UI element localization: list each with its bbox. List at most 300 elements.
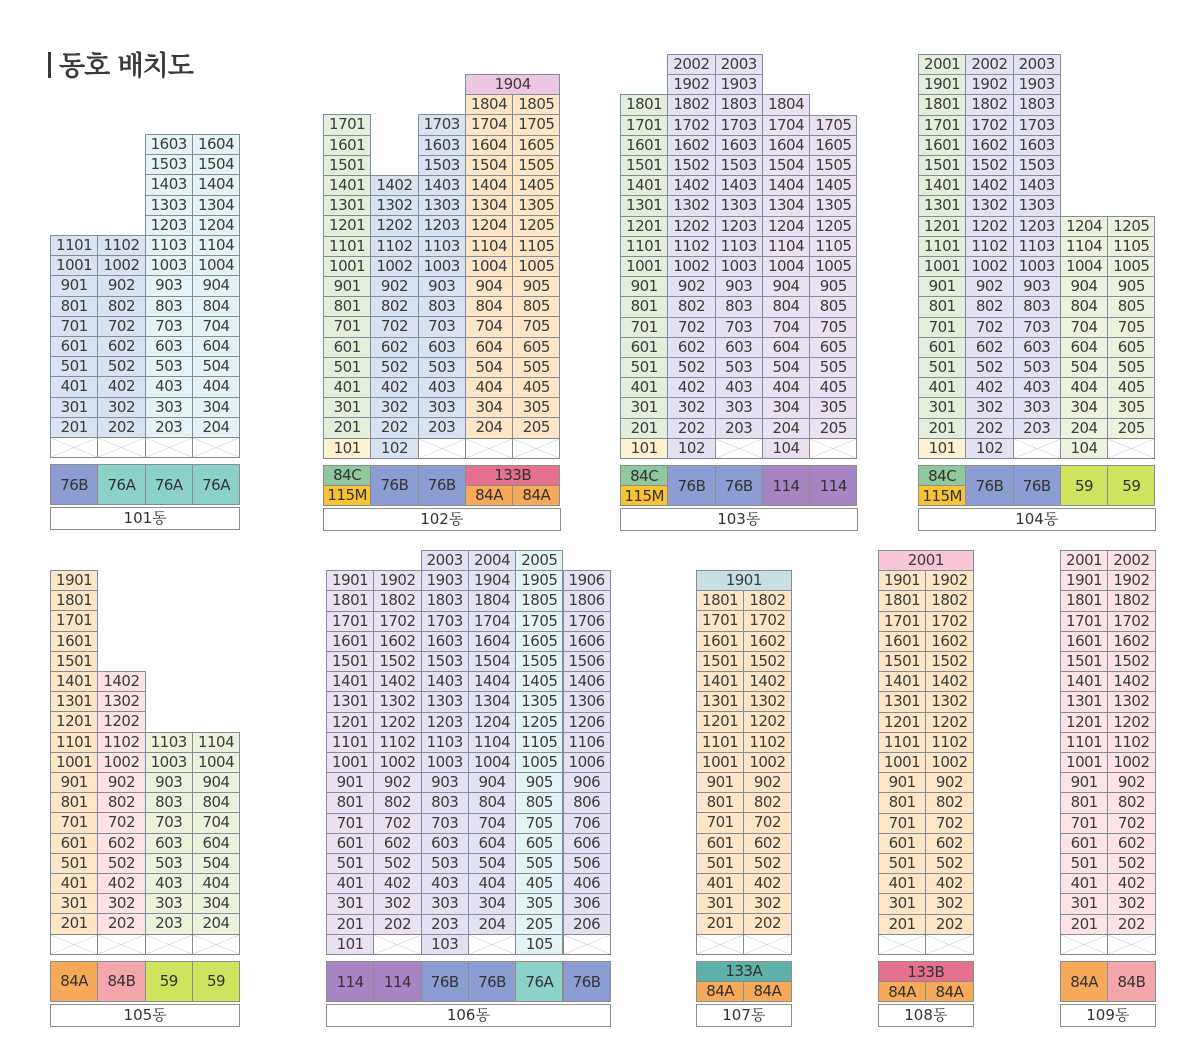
unit-cell: 1604	[465, 135, 513, 156]
unit-cell: 702	[925, 813, 973, 834]
unit-cell: 901	[878, 772, 926, 793]
unit-type-box: 114	[762, 465, 810, 506]
unit-type-box: 84A	[465, 485, 513, 506]
unit-cell: 204	[192, 417, 240, 438]
unit-cell: 1002	[743, 752, 791, 773]
unit-cell: 1406	[563, 671, 611, 692]
title-bar	[48, 52, 51, 78]
unit-cell: 1602	[925, 631, 973, 652]
unit-cell: 1504	[192, 154, 240, 175]
unit-cell: 2002	[965, 54, 1013, 75]
unit-cell: 1502	[743, 651, 791, 672]
unit-cell: 1806	[563, 590, 611, 611]
unit-cell: 601	[1060, 833, 1108, 854]
unit-cell: 505	[1107, 357, 1155, 378]
unit-cell: 1304	[465, 195, 513, 216]
unit-cell: 501	[1060, 853, 1108, 874]
unit-cell: 1304	[468, 691, 516, 712]
unit-cell: 101	[326, 934, 374, 955]
unit-cell: 802	[370, 296, 418, 317]
unit-cell: 1604	[468, 631, 516, 652]
unit-cell: 1306	[563, 691, 611, 712]
unit-type-box: 76A	[515, 961, 563, 1002]
unit-cell: 303	[1013, 397, 1061, 418]
unit-cell: 705	[809, 317, 857, 338]
unit-cell: 1401	[326, 671, 374, 692]
unit-cell: 1202	[667, 216, 715, 237]
unit-cell: 902	[97, 772, 145, 793]
unit-cell: 601	[323, 337, 371, 358]
unit-cell: 1903	[421, 570, 469, 591]
unit-type-box: 115M	[323, 485, 371, 506]
unit-cell: 801	[323, 296, 371, 317]
unit-cell: 1101	[878, 732, 926, 753]
unit-cell: 904	[1060, 276, 1108, 297]
unit-cell: 1904	[465, 74, 561, 95]
unit-cell: 1802	[925, 590, 973, 611]
unit-cell: 1206	[563, 712, 611, 733]
unit-cell: 1601	[620, 135, 668, 156]
unit-cell: 902	[370, 276, 418, 297]
unit-type-box: 76B	[1013, 465, 1061, 506]
unit-cell: 1902	[965, 74, 1013, 95]
unit-cell: 1404	[465, 175, 513, 196]
unit-cell: 903	[1013, 276, 1061, 297]
unit-cell: 2004	[468, 550, 516, 571]
unit-cell: 1102	[97, 732, 145, 753]
unit-type-box: 114	[326, 961, 374, 1002]
unit-cell: 1103	[421, 732, 469, 753]
unit-type-box: 76A	[192, 464, 240, 505]
unit-cell: 703	[145, 812, 193, 833]
unit-type-box: 133B	[878, 961, 974, 982]
unit-cell: 304	[1060, 397, 1108, 418]
unit-cell: 2001	[918, 54, 966, 75]
unit-cell: 1502	[667, 155, 715, 176]
unit-cell: 1402	[743, 671, 791, 692]
unit-cell: 202	[743, 913, 791, 934]
unit-cell: 1003	[145, 752, 193, 773]
unit-cell: 303	[145, 893, 193, 914]
unit-cell: 203	[421, 914, 469, 935]
unit-cell: 605	[512, 337, 560, 358]
unit-cell: 1102	[373, 732, 421, 753]
unit-cell: 1305	[809, 195, 857, 216]
unit-cell: 304	[192, 397, 240, 418]
unit-cell: 501	[878, 853, 926, 874]
unit-cell: 1102	[925, 732, 973, 753]
unit-cell: 403	[421, 873, 469, 894]
unit-cell: 901	[1060, 772, 1108, 793]
unit-cell: 1204	[465, 215, 513, 236]
unit-cell: 301	[1060, 893, 1108, 914]
unit-cell: 702	[667, 317, 715, 338]
unit-cell: 702	[97, 812, 145, 833]
empty-unit-cell	[1060, 934, 1108, 955]
unit-cell: 1103	[418, 236, 466, 257]
unit-cell: 401	[326, 873, 374, 894]
unit-cell: 1903	[715, 74, 763, 95]
unit-cell: 1004	[762, 256, 810, 277]
unit-cell: 905	[512, 276, 560, 297]
unit-cell: 301	[323, 397, 371, 418]
unit-cell: 702	[97, 316, 145, 337]
unit-cell: 1401	[50, 671, 98, 692]
unit-cell: 503	[715, 357, 763, 378]
unit-cell: 303	[418, 397, 466, 418]
unit-cell: 901	[918, 276, 966, 297]
unit-cell: 403	[145, 376, 193, 397]
unit-cell: 1801	[326, 590, 374, 611]
unit-cell: 1702	[743, 610, 791, 631]
unit-cell: 605	[1107, 337, 1155, 358]
building-name-label: 109동	[1060, 1004, 1156, 1027]
unit-cell: 603	[418, 337, 466, 358]
unit-cell: 704	[1060, 317, 1108, 338]
unit-cell: 602	[1107, 833, 1155, 854]
unit-cell: 1201	[918, 216, 966, 237]
unit-cell: 1002	[965, 256, 1013, 277]
unit-cell: 201	[918, 418, 966, 439]
unit-cell: 1204	[468, 712, 516, 733]
unit-cell: 801	[50, 792, 98, 813]
unit-cell: 801	[1060, 792, 1108, 813]
unit-cell: 302	[965, 397, 1013, 418]
unit-cell: 1101	[1060, 732, 1108, 753]
page-title	[48, 44, 193, 83]
unit-cell: 704	[192, 316, 240, 337]
unit-cell: 1405	[512, 175, 560, 196]
unit-cell: 1802	[965, 94, 1013, 115]
unit-cell: 805	[515, 792, 563, 813]
unit-cell: 1403	[715, 175, 763, 196]
unit-cell: 1601	[878, 631, 926, 652]
empty-unit-cell	[743, 934, 791, 955]
building-name-label: 106동	[326, 1004, 611, 1027]
unit-cell: 2002	[667, 54, 715, 75]
unit-cell: 302	[373, 893, 421, 914]
unit-cell: 1403	[418, 175, 466, 196]
unit-cell: 804	[1060, 296, 1108, 317]
unit-cell: 405	[809, 377, 857, 398]
unit-type-box: 76B	[667, 465, 715, 506]
unit-cell: 1503	[1013, 155, 1061, 176]
empty-unit-cell	[563, 934, 611, 955]
unit-cell: 303	[145, 397, 193, 418]
unit-cell: 201	[1060, 914, 1108, 935]
unit-type-box: 59	[145, 961, 193, 1002]
unit-cell: 302	[667, 397, 715, 418]
unit-cell: 1205	[515, 712, 563, 733]
unit-cell: 1501	[50, 651, 98, 672]
unit-cell: 1805	[515, 590, 563, 611]
unit-cell: 502	[925, 853, 973, 874]
unit-cell: 1202	[97, 711, 145, 732]
unit-cell: 502	[97, 356, 145, 377]
unit-cell: 902	[965, 276, 1013, 297]
unit-cell: 402	[97, 376, 145, 397]
unit-cell: 902	[667, 276, 715, 297]
unit-cell: 1201	[696, 711, 744, 732]
unit-cell: 203	[1013, 418, 1061, 439]
unit-cell: 102	[965, 438, 1013, 459]
unit-cell: 1004	[192, 752, 240, 773]
unit-cell: 805	[512, 296, 560, 317]
unit-cell: 1602	[667, 135, 715, 156]
unit-cell: 405	[515, 873, 563, 894]
unit-cell: 1003	[715, 256, 763, 277]
unit-cell: 1004	[468, 752, 516, 773]
unit-cell: 1301	[50, 691, 98, 712]
unit-cell: 502	[373, 853, 421, 874]
unit-cell: 404	[192, 376, 240, 397]
unit-cell: 304	[468, 893, 516, 914]
unit-cell: 305	[515, 893, 563, 914]
unit-cell: 1703	[418, 114, 466, 135]
unit-cell: 204	[465, 417, 513, 438]
unit-cell: 1804	[465, 94, 513, 115]
unit-cell: 401	[50, 376, 98, 397]
unit-cell: 1501	[878, 651, 926, 672]
unit-cell: 102	[370, 438, 418, 459]
unit-cell: 1302	[97, 691, 145, 712]
unit-cell: 1203	[145, 215, 193, 236]
unit-cell: 201	[696, 913, 744, 934]
unit-cell: 802	[965, 296, 1013, 317]
building-name-label: 105동	[50, 1004, 240, 1027]
unit-cell: 604	[1060, 337, 1108, 358]
unit-cell: 1503	[145, 154, 193, 175]
unit-cell: 1501	[323, 155, 371, 176]
unit-cell: 1702	[667, 115, 715, 136]
unit-cell: 902	[373, 772, 421, 793]
unit-type-box: 84A	[696, 981, 744, 1002]
unit-cell: 1601	[323, 135, 371, 156]
unit-cell: 1702	[1107, 611, 1155, 632]
unit-cell: 703	[418, 316, 466, 337]
unit-cell: 901	[326, 772, 374, 793]
unit-cell: 1004	[1060, 256, 1108, 277]
unit-cell: 1203	[418, 215, 466, 236]
unit-cell: 802	[1107, 792, 1155, 813]
unit-cell: 804	[192, 296, 240, 317]
unit-type-box: 84C	[620, 465, 668, 486]
unit-cell: 202	[1107, 914, 1155, 935]
unit-cell: 1301	[326, 691, 374, 712]
unit-cell: 904	[192, 772, 240, 793]
unit-cell: 601	[326, 833, 374, 854]
unit-cell: 504	[1060, 357, 1108, 378]
unit-cell: 1205	[1107, 216, 1155, 237]
unit-cell: 805	[809, 296, 857, 317]
unit-cell: 502	[97, 853, 145, 874]
unit-cell: 1104	[192, 235, 240, 256]
unit-cell: 1901	[918, 74, 966, 95]
unit-cell: 1701	[323, 114, 371, 135]
unit-cell: 1205	[809, 216, 857, 237]
unit-cell: 1501	[620, 155, 668, 176]
unit-cell: 506	[563, 853, 611, 874]
unit-cell: 1602	[965, 135, 1013, 156]
unit-cell: 1404	[192, 174, 240, 195]
unit-cell: 1503	[421, 651, 469, 672]
unit-cell: 1102	[743, 732, 791, 753]
unit-cell: 1402	[97, 671, 145, 692]
unit-cell: 1002	[925, 752, 973, 773]
unit-cell: 1702	[373, 611, 421, 632]
unit-type-box: 84B	[97, 961, 145, 1002]
unit-cell: 404	[468, 873, 516, 894]
unit-cell: 804	[468, 792, 516, 813]
unit-type-box: 76A	[97, 464, 145, 505]
unit-type-box: 133A	[696, 961, 792, 982]
unit-cell: 501	[50, 356, 98, 377]
unit-cell: 504	[465, 357, 513, 378]
empty-unit-cell	[192, 437, 240, 458]
unit-cell: 806	[563, 792, 611, 813]
unit-cell: 1504	[465, 155, 513, 176]
unit-cell: 604	[468, 833, 516, 854]
unit-cell: 1104	[468, 732, 516, 753]
unit-cell: 401	[878, 873, 926, 894]
unit-cell: 1001	[50, 752, 98, 773]
unit-cell: 603	[715, 337, 763, 358]
unit-cell: 1402	[925, 671, 973, 692]
unit-cell: 1402	[667, 175, 715, 196]
unit-cell: 604	[465, 337, 513, 358]
unit-cell: 601	[50, 336, 98, 357]
empty-unit-cell	[97, 437, 145, 458]
unit-cell: 1204	[762, 216, 810, 237]
unit-cell: 703	[421, 813, 469, 834]
unit-cell: 401	[696, 873, 744, 894]
empty-unit-cell	[145, 437, 193, 458]
unit-cell: 703	[1013, 317, 1061, 338]
unit-cell: 801	[696, 792, 744, 813]
unit-cell: 1203	[421, 712, 469, 733]
unit-cell: 902	[97, 275, 145, 296]
unit-cell: 1405	[515, 671, 563, 692]
unit-cell: 1402	[373, 671, 421, 692]
empty-unit-cell	[50, 934, 98, 955]
unit-cell: 1503	[715, 155, 763, 176]
unit-cell: 1101	[323, 236, 371, 257]
unit-cell: 905	[1107, 276, 1155, 297]
unit-cell: 401	[50, 873, 98, 894]
unit-cell: 502	[965, 357, 1013, 378]
unit-cell: 401	[323, 377, 371, 398]
unit-cell: 701	[323, 316, 371, 337]
unit-cell: 603	[1013, 337, 1061, 358]
unit-cell: 1101	[620, 236, 668, 257]
unit-cell: 1704	[762, 115, 810, 136]
unit-cell: 701	[696, 812, 744, 833]
unit-cell: 1201	[878, 712, 926, 733]
unit-cell: 1801	[696, 590, 744, 611]
unit-cell: 1303	[418, 195, 466, 216]
unit-cell: 305	[512, 397, 560, 418]
unit-cell: 1902	[925, 570, 973, 591]
unit-cell: 1301	[323, 195, 371, 216]
unit-cell: 502	[1107, 853, 1155, 874]
unit-cell: 1404	[762, 175, 810, 196]
unit-cell: 801	[326, 792, 374, 813]
unit-cell: 1201	[50, 711, 98, 732]
unit-cell: 702	[370, 316, 418, 337]
unit-cell: 1001	[878, 752, 926, 773]
unit-cell: 1105	[515, 732, 563, 753]
unit-cell: 305	[1107, 397, 1155, 418]
unit-cell: 602	[373, 833, 421, 854]
unit-cell: 904	[192, 275, 240, 296]
unit-cell: 103	[421, 934, 469, 955]
unit-type-box: 84A	[878, 981, 926, 1002]
unit-type-box: 84A	[50, 961, 98, 1002]
unit-cell: 1302	[965, 195, 1013, 216]
unit-cell: 1803	[715, 94, 763, 115]
unit-cell: 2003	[1013, 54, 1061, 75]
unit-cell: 301	[326, 893, 374, 914]
unit-cell: 802	[97, 792, 145, 813]
unit-type-box: 84C	[323, 465, 371, 486]
unit-cell: 1802	[373, 590, 421, 611]
unit-type-box: 59	[192, 961, 240, 1002]
unit-cell: 802	[743, 792, 791, 813]
unit-cell: 501	[918, 357, 966, 378]
unit-cell: 1302	[1107, 691, 1155, 712]
unit-cell: 203	[145, 417, 193, 438]
unit-cell: 1801	[878, 590, 926, 611]
unit-cell: 1005	[515, 752, 563, 773]
unit-cell: 202	[97, 417, 145, 438]
unit-cell: 1903	[1013, 74, 1061, 95]
unit-cell: 306	[563, 893, 611, 914]
unit-cell: 203	[715, 418, 763, 439]
unit-cell: 204	[762, 418, 810, 439]
unit-cell: 802	[667, 296, 715, 317]
unit-cell: 1505	[515, 651, 563, 672]
unit-cell: 504	[192, 356, 240, 377]
unit-cell: 1701	[1060, 611, 1108, 632]
unit-cell: 1305	[515, 691, 563, 712]
unit-cell: 1303	[715, 195, 763, 216]
unit-cell: 1605	[515, 631, 563, 652]
unit-cell: 1101	[50, 732, 98, 753]
unit-cell: 1902	[667, 74, 715, 95]
unit-cell: 301	[696, 893, 744, 914]
unit-cell: 1101	[326, 732, 374, 753]
unit-cell: 2003	[715, 54, 763, 75]
unit-type-box: 76B	[50, 464, 98, 505]
unit-cell: 606	[563, 833, 611, 854]
unit-cell: 701	[50, 316, 98, 337]
unit-cell: 1002	[667, 256, 715, 277]
unit-cell: 101	[620, 438, 668, 459]
unit-cell: 505	[809, 357, 857, 378]
empty-unit-cell	[1107, 438, 1155, 459]
unit-cell: 2002	[1107, 550, 1155, 571]
empty-unit-cell	[696, 934, 744, 955]
unit-type-box: 84A	[1060, 961, 1108, 1002]
empty-unit-cell	[50, 437, 98, 458]
unit-cell: 302	[925, 893, 973, 914]
unit-cell: 1402	[370, 175, 418, 196]
unit-cell: 1001	[696, 752, 744, 773]
unit-cell: 702	[373, 813, 421, 834]
unit-cell: 803	[418, 296, 466, 317]
unit-cell: 1702	[965, 115, 1013, 136]
unit-cell: 1104	[1060, 236, 1108, 257]
